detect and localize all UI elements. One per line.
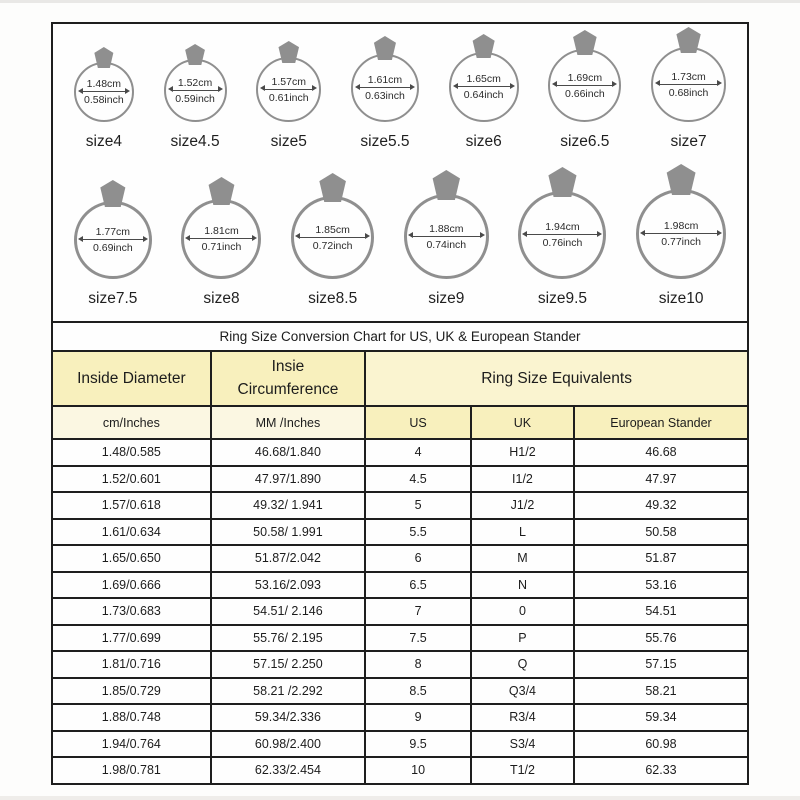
diameter-arrow-icon <box>171 90 220 91</box>
cell-us-size: 4.5 <box>365 466 471 493</box>
cell-inside-diameter: 1.77/0.699 <box>52 625 211 652</box>
cell-european-size: 47.97 <box>574 466 748 493</box>
table-title: Ring Size Conversion Chart for US, UK & European Stander <box>52 322 748 351</box>
diameter-cm: 1.94cm <box>545 221 580 233</box>
diameter-cm: 1.98cm <box>663 220 699 232</box>
cell-european-size: 46.68 <box>574 439 748 466</box>
cell-european-size: 49.32 <box>574 492 748 519</box>
diameter-inch: 0.63inch <box>365 90 405 102</box>
cell-inside-diameter: 1.81/0.716 <box>52 651 211 678</box>
diameter-arrow-icon <box>263 89 314 90</box>
cell-uk-size: S3/4 <box>471 731 574 758</box>
ring-size-label: size4 <box>85 133 122 150</box>
ring-diagrams-panel <box>51 22 749 323</box>
ring-diagram-size6 <box>449 34 519 151</box>
cell-us-size: 7 <box>365 598 471 625</box>
ring-size-label: size7 <box>670 133 707 150</box>
cell-us-size: 7.5 <box>365 625 471 652</box>
ring-size-chart-page <box>51 22 749 785</box>
ring-size-label: size9.5 <box>537 290 588 307</box>
diameter-arrow-icon <box>525 234 599 235</box>
cell-uk-size: M <box>471 545 574 572</box>
cell-us-size: 6 <box>365 545 471 572</box>
ring-diagram-size9.5 <box>518 167 606 308</box>
cell-european-size: 50.58 <box>574 519 748 546</box>
ring-size-label: size8.5 <box>308 290 358 307</box>
cell-us-size: 4 <box>365 439 471 466</box>
diameter-cm: 1.69cm <box>567 71 603 84</box>
ring-size-label: size5 <box>270 133 307 150</box>
cell-inside-diameter: 1.52/0.601 <box>52 466 211 493</box>
cell-european-size: 60.98 <box>574 731 748 758</box>
cell-uk-size: P <box>471 625 574 652</box>
diameter-inch: 0.61inch <box>268 91 309 104</box>
cell-circumference: 50.58/ 1.991 <box>211 519 366 546</box>
ring-band <box>651 47 726 122</box>
ring-diagram-size6.5 <box>548 30 621 151</box>
diameter-cm: 1.65cm <box>466 73 501 85</box>
ring-size-label: size10 <box>658 290 704 307</box>
ring-size-label: size5.5 <box>360 133 410 150</box>
cell-european-size: 57.15 <box>574 651 748 678</box>
cell-us-size: 8.5 <box>365 678 471 705</box>
diameter-inch: 0.68inch <box>668 86 709 99</box>
ring-diagram-size10 <box>636 164 726 308</box>
image-bottom-edge <box>0 796 800 800</box>
cell-european-size: 51.87 <box>574 545 748 572</box>
cell-circumference: 49.32/ 1.941 <box>211 492 366 519</box>
table-row <box>52 572 748 599</box>
diameter-inch: 0.72inch <box>312 239 353 252</box>
diameter-inch: 0.59inch <box>175 92 215 105</box>
subheader-mm-inches: MM /Inches <box>211 406 366 439</box>
cell-european-size: 55.76 <box>574 625 748 652</box>
cell-inside-diameter: 1.94/0.764 <box>52 731 211 758</box>
cell-uk-size: 0 <box>471 598 574 625</box>
table-row <box>52 545 748 572</box>
ring-band <box>74 201 152 279</box>
cell-circumference: 53.16/2.093 <box>211 572 366 599</box>
ring-band <box>164 59 227 122</box>
diameter-inch: 0.76inch <box>542 237 583 249</box>
diameter-arrow-icon <box>298 237 367 238</box>
cell-uk-size: H1/2 <box>471 439 574 466</box>
table-row <box>52 731 748 758</box>
diameter-inch: 0.77inch <box>661 236 701 248</box>
cell-european-size: 58.21 <box>574 678 748 705</box>
ring-band <box>74 62 134 122</box>
table-row <box>52 519 748 546</box>
cell-circumference: 60.98/2.400 <box>211 731 366 758</box>
cell-circumference: 62.33/2.454 <box>211 757 366 784</box>
diameter-arrow-icon <box>358 87 412 88</box>
ring-band <box>636 189 726 279</box>
table-row <box>52 625 748 652</box>
header-ring-size-equivalents: Ring Size Equivalents <box>365 351 748 406</box>
ring-band <box>291 196 374 279</box>
cell-inside-diameter: 1.57/0.618 <box>52 492 211 519</box>
ring-diagram-size8 <box>181 177 261 308</box>
table-row <box>52 757 748 784</box>
cell-inside-diameter: 1.85/0.729 <box>52 678 211 705</box>
diameter-arrow-icon <box>658 84 719 85</box>
ring-diagram-size4 <box>74 47 134 151</box>
cell-us-size: 5.5 <box>365 519 471 546</box>
cell-us-size: 10 <box>365 757 471 784</box>
cell-uk-size: T1/2 <box>471 757 574 784</box>
cell-european-size: 53.16 <box>574 572 748 599</box>
cell-uk-size: L <box>471 519 574 546</box>
header-inside-circumference-label: Insie Circumference <box>237 358 339 398</box>
cell-inside-diameter: 1.98/0.781 <box>52 757 211 784</box>
diameter-inch: 0.71inch <box>201 241 242 253</box>
diameter-arrow-icon <box>411 236 482 237</box>
ring-diagram-size5 <box>256 41 321 151</box>
diameter-inch: 0.74inch <box>426 238 467 251</box>
subheader-european-stander: European Stander <box>574 406 748 439</box>
diameter-cm: 1.88cm <box>429 222 464 235</box>
header-inside-circumference <box>211 351 366 406</box>
diameter-inch: 0.69inch <box>92 242 133 254</box>
ring-size-label: size7.5 <box>88 290 138 307</box>
cell-inside-diameter: 1.65/0.650 <box>52 545 211 572</box>
table-row <box>52 466 748 493</box>
diameter-arrow-icon <box>188 238 254 239</box>
ring-diagram-size7.5 <box>74 180 152 308</box>
table-row <box>52 704 748 731</box>
diameter-inch: 0.66inch <box>565 87 605 100</box>
cell-inside-diameter: 1.88/0.748 <box>52 704 211 731</box>
cell-us-size: 9.5 <box>365 731 471 758</box>
ring-band <box>181 199 261 279</box>
diameter-arrow-icon <box>81 239 145 240</box>
diameter-inch: 0.64inch <box>463 89 504 101</box>
ring-band <box>256 57 321 122</box>
table-row <box>52 678 748 705</box>
ring-size-label: size6 <box>465 133 502 150</box>
diameter-arrow-icon <box>555 85 614 86</box>
subheader-uk: UK <box>471 406 574 439</box>
cell-circumference: 57.15/ 2.250 <box>211 651 366 678</box>
ring-diagram-size5.5 <box>351 36 419 151</box>
cell-european-size: 59.34 <box>574 704 748 731</box>
table-row <box>52 439 748 466</box>
subheader-us: US <box>365 406 471 439</box>
cell-uk-size: R3/4 <box>471 704 574 731</box>
ring-row-top <box>53 24 747 164</box>
cell-european-size: 54.51 <box>574 598 748 625</box>
diameter-cm: 1.52cm <box>177 76 213 89</box>
cell-us-size: 5 <box>365 492 471 519</box>
cell-circumference: 46.68/1.840 <box>211 439 366 466</box>
ring-diagram-size7 <box>651 27 726 151</box>
cell-us-size: 8 <box>365 651 471 678</box>
ring-row-bottom <box>53 164 747 321</box>
cell-us-size: 9 <box>365 704 471 731</box>
diameter-arrow-icon <box>643 233 719 234</box>
cell-circumference: 59.34/2.336 <box>211 704 366 731</box>
diameter-cm: 1.61cm <box>367 74 403 86</box>
cell-circumference: 54.51/ 2.146 <box>211 598 366 625</box>
diameter-cm: 1.48cm <box>86 78 122 90</box>
diameter-cm: 1.85cm <box>315 223 350 236</box>
diameter-cm: 1.57cm <box>271 75 306 88</box>
diameter-cm: 1.81cm <box>204 225 239 237</box>
ring-band <box>404 194 489 279</box>
cell-circumference: 47.97/1.890 <box>211 466 366 493</box>
subheader-cm-inches: cm/Inches <box>52 406 211 439</box>
cell-uk-size: Q3/4 <box>471 678 574 705</box>
ring-band <box>518 191 606 279</box>
cell-uk-size: Q <box>471 651 574 678</box>
cell-circumference: 58.21 /2.292 <box>211 678 366 705</box>
cell-inside-diameter: 1.73/0.683 <box>52 598 211 625</box>
cell-inside-diameter: 1.69/0.666 <box>52 572 211 599</box>
cell-inside-diameter: 1.61/0.634 <box>52 519 211 546</box>
diameter-inch: 0.58inch <box>83 94 124 106</box>
cell-uk-size: I1/2 <box>471 466 574 493</box>
ring-band <box>449 52 519 122</box>
ring-size-label: size9 <box>428 290 465 307</box>
cell-inside-diameter: 1.48/0.585 <box>52 439 211 466</box>
cell-uk-size: N <box>471 572 574 599</box>
cell-uk-size: J1/2 <box>471 492 574 519</box>
ring-size-label: size8 <box>203 290 240 307</box>
diameter-arrow-icon <box>81 91 127 92</box>
diameter-cm: 1.73cm <box>671 70 706 83</box>
ring-size-label: size6.5 <box>560 133 610 150</box>
table-row <box>52 598 748 625</box>
ring-band <box>548 49 621 122</box>
ring-size-label: size4.5 <box>170 133 220 150</box>
cell-circumference: 55.76/ 2.195 <box>211 625 366 652</box>
cell-us-size: 6.5 <box>365 572 471 599</box>
image-top-edge <box>0 0 800 3</box>
header-inside-diameter: Inside Diameter <box>52 351 211 406</box>
table-row <box>52 492 748 519</box>
cell-european-size: 62.33 <box>574 757 748 784</box>
diameter-cm: 1.77cm <box>95 226 131 238</box>
conversion-table <box>51 321 749 785</box>
ring-band <box>351 54 419 122</box>
diameter-arrow-icon <box>456 86 512 87</box>
ring-diagram-size8.5 <box>291 173 374 308</box>
cell-circumference: 51.87/2.042 <box>211 545 366 572</box>
ring-diagram-size9 <box>404 170 489 308</box>
ring-diagram-size4.5 <box>164 44 227 151</box>
table-row <box>52 651 748 678</box>
